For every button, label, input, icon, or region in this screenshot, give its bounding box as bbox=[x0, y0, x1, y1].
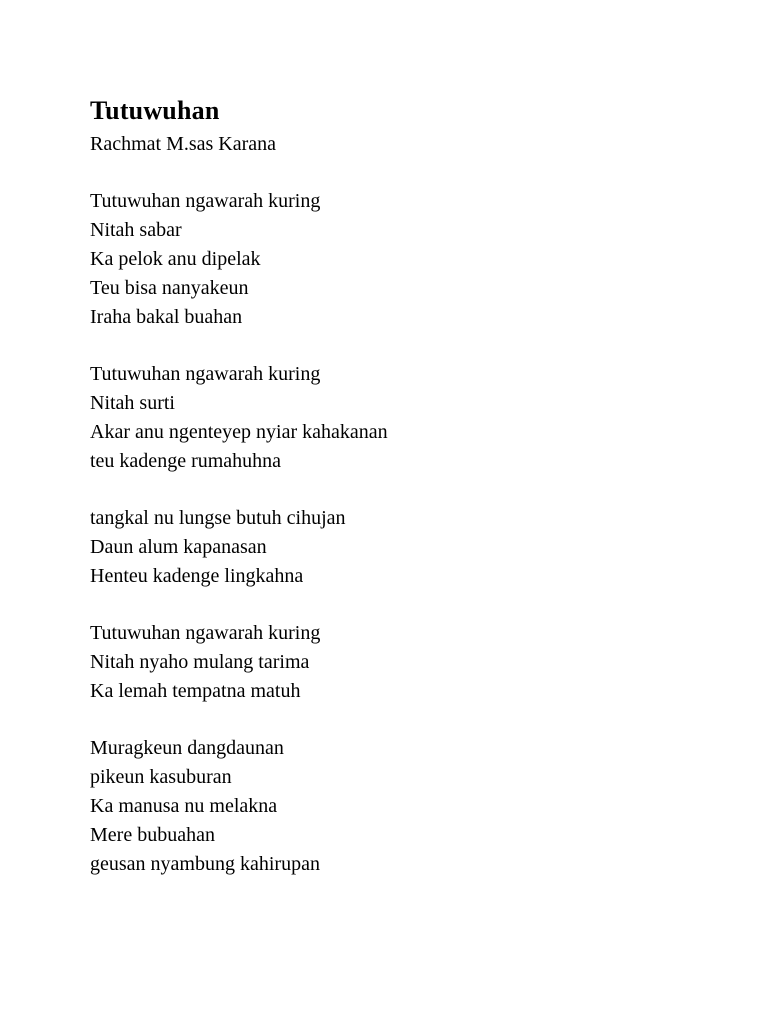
stanza-3 bbox=[90, 504, 690, 591]
poem-title: Tutuwuhan bbox=[90, 96, 220, 125]
poem-author: Rachmat M.sas Karana bbox=[90, 133, 277, 155]
poem-line: geusan nyambung kahirupan bbox=[90, 853, 320, 875]
document-page bbox=[90, 92, 690, 907]
poem-line: teu kadenge rumahuhna bbox=[90, 450, 282, 472]
poem-line: Nitah surti bbox=[90, 392, 175, 414]
poem-line: Ka manusa nu melakna bbox=[90, 795, 278, 817]
poem-line: Tutuwuhan ngawarah kuring bbox=[90, 363, 321, 385]
poem-line: Mere bubuahan bbox=[90, 824, 215, 846]
stanza-4 bbox=[90, 619, 690, 706]
stanza-1 bbox=[90, 187, 690, 332]
poem-line: tangkal nu lungse butuh cihujan bbox=[90, 507, 346, 529]
poem-line: Teu bisa nanyakeun bbox=[90, 277, 249, 299]
poem-line: Henteu kadenge lingkahna bbox=[90, 565, 304, 587]
poem-line: Tutuwuhan ngawarah kuring bbox=[90, 622, 321, 644]
stanza-5 bbox=[90, 734, 690, 879]
poem-line: Iraha bakal buahan bbox=[90, 306, 243, 328]
poem-line: Ka pelok anu dipelak bbox=[90, 248, 261, 270]
poem-line: Akar anu ngenteyep nyiar kahakanan bbox=[90, 421, 388, 443]
poem-line: Tutuwuhan ngawarah kuring bbox=[90, 190, 321, 212]
poem-line: Muragkeun dangdaunan bbox=[90, 737, 284, 759]
stanza-2 bbox=[90, 360, 690, 476]
poem-line: Nitah nyaho mulang tarima bbox=[90, 651, 310, 673]
poem-line: Nitah sabar bbox=[90, 219, 182, 241]
poem-line: Daun alum kapanasan bbox=[90, 536, 267, 558]
poem-line: Ka lemah tempatna matuh bbox=[90, 680, 301, 702]
poem-line: pikeun kasuburan bbox=[90, 766, 232, 788]
